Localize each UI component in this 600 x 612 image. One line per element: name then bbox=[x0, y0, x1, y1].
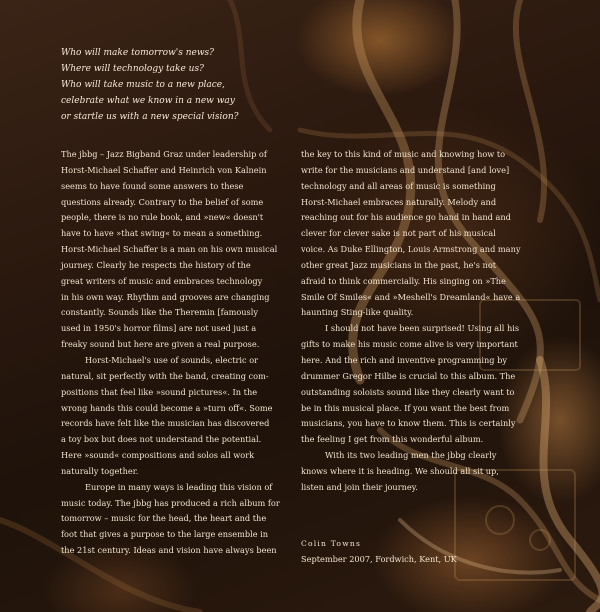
text-line: constantly. Sounds like the Theremin [famously bbox=[61, 307, 258, 318]
text-line: Smile Of Smiles« and »Meshell's Dreamland« have a bbox=[301, 291, 521, 302]
text-line: The jbbg – Jazz Bigband Graz under leadership of bbox=[61, 149, 267, 159]
text-line: records have felt like the musician has discovered bbox=[61, 418, 270, 429]
text-line: Horst-Michael Schaffer and Heinrich von Kalnein bbox=[61, 164, 267, 175]
text-line: have to have »that swing« to mean a something. bbox=[61, 228, 263, 239]
text-line: natural, sit perfectly with the band, creating com- bbox=[61, 370, 269, 381]
text-line: voice. As Duke Ellington, Louis Armstrong and many bbox=[301, 244, 521, 255]
intro-line: Who will take music to a new place, bbox=[61, 80, 225, 90]
text-line: wrong hands this could become a »turn off«. Some bbox=[61, 402, 273, 413]
text-line: drummer Gregor Hilbe is crucial to this album. The bbox=[301, 370, 516, 381]
text-line: naturally together. bbox=[61, 465, 139, 476]
text-line: the 21st century. Ideas and vision have always been bbox=[61, 545, 277, 556]
text-line: technology and all areas of music is something bbox=[301, 180, 496, 191]
text-line: clever for clever sake is not part of his musical bbox=[301, 228, 496, 239]
text-line: reaching out for his audience go hand in hand and bbox=[301, 212, 511, 223]
signature-block bbox=[301, 536, 457, 568]
text-line: here. And the rich and inventive programming by bbox=[301, 354, 507, 365]
text-line: the feeling I get from this wonderful album. bbox=[301, 434, 484, 445]
text-line: be in this musical place. If you want the best from bbox=[301, 402, 510, 413]
text-line: people, there is no rule book, and »new« doesn't bbox=[61, 212, 264, 223]
text-line: in his own way. Rhythm and grooves are changing bbox=[61, 291, 270, 302]
text-line: musicians, you have to know them. This is certainly bbox=[301, 418, 516, 429]
text-line: With its two leading men the jbbg clearly bbox=[325, 450, 497, 461]
text-line: tomorrow – music for the head, the heart and the bbox=[61, 513, 267, 524]
text-line: haunting Sting-like quality. bbox=[301, 307, 414, 318]
author-name: Colin Towns bbox=[301, 539, 362, 548]
text-line: other great Jazz musicians in the past, he's not bbox=[301, 259, 497, 270]
text-line: write for the musicians and understand [and love] bbox=[301, 164, 510, 175]
text-line: freaky sound but here are given a real purpose. bbox=[61, 339, 260, 350]
text-line: used in 1950's horror films] are not used just a bbox=[61, 323, 257, 334]
text-line: outstanding soloists sound like they clearly want to bbox=[301, 386, 515, 397]
text-line: Horst-Michael's use of sounds, electric or bbox=[85, 354, 259, 365]
text-line: gifts to make his music come alive is very important bbox=[301, 339, 518, 350]
right-text-column bbox=[301, 147, 531, 496]
text-line: listen and join their journey. bbox=[301, 481, 418, 492]
text-line: positions that feel like »sound pictures«. In the bbox=[61, 386, 258, 397]
intro-line: or startle us with a new special vision? bbox=[61, 112, 239, 122]
text-line: great writers of music and embraces technology bbox=[61, 275, 263, 286]
intro-line: celebrate what we know in a new way bbox=[61, 96, 235, 106]
text-line: the key to this kind of music and knowing how to bbox=[301, 149, 506, 159]
intro-questions bbox=[61, 45, 321, 125]
text-line: questions already. Contrary to the belief of some bbox=[61, 196, 264, 207]
text-line: Europe in many ways is leading this vision of bbox=[85, 481, 273, 492]
intro-line: Where will technology take us? bbox=[61, 64, 204, 74]
text-line: I should not have been surprised! Using all his bbox=[325, 323, 520, 334]
text-line: Here »sound« compositions and solos all work bbox=[61, 450, 255, 461]
text-line: journey. Clearly he respects the history of the bbox=[61, 259, 251, 270]
text-line: foot that gives a purpose to the large ensemble in bbox=[61, 529, 269, 540]
text-line: knows where it is heading. We should all sit up, bbox=[301, 465, 499, 476]
intro-line: Who will make tomorrow's news? bbox=[61, 48, 215, 58]
text-line: Horst-Michael Schaffer is a man on his own musical bbox=[61, 244, 278, 255]
text-line: Horst-Michael embraces naturally. Melody and bbox=[301, 196, 497, 207]
left-text-column bbox=[61, 147, 287, 559]
text-line: seems to have found some answers to these bbox=[61, 180, 244, 191]
author-place-date: September 2007, Fordwich, Kent, UK bbox=[301, 553, 457, 564]
text-line: afraid to think commercially. His singing on »The bbox=[301, 275, 506, 286]
text-line: music today. The jbbg has produced a rich album for bbox=[61, 497, 280, 508]
text-line: a toy box but does not understand the potential. bbox=[61, 434, 262, 445]
